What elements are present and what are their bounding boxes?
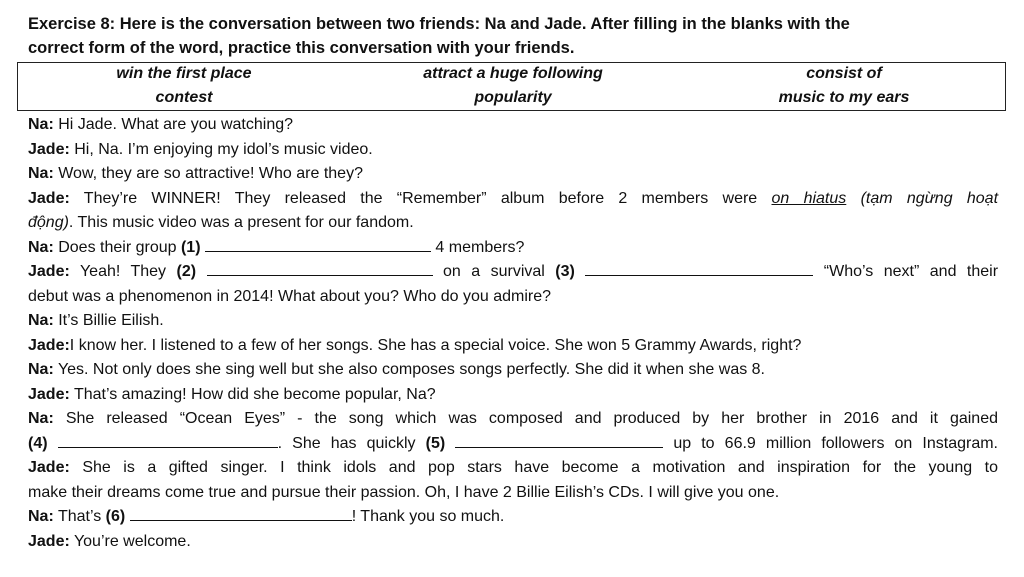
word-option: popularity	[474, 89, 552, 106]
utterance: . This music video was a present for our fandom.	[68, 214, 414, 231]
dialog-line	[28, 309, 998, 334]
dialog-line	[28, 383, 998, 408]
dialog-line	[28, 260, 998, 285]
utterance: Hi Jade. What are you watching?	[53, 116, 294, 133]
utterance: She is a gifted singer. I think idols and pop stars have become a motivation and inspiration for the young to	[69, 459, 998, 476]
speaker-jade: Jade:	[28, 385, 70, 403]
speaker-jade: Jade:	[28, 189, 70, 207]
word-option: music to my ears	[778, 89, 910, 106]
vietnamese-gloss: động)	[28, 214, 69, 231]
utterance: Does their group	[53, 238, 181, 256]
utterance: She released “Ocean Eyes” - the song which was composed and produced by her brother in 2016 and it gained	[53, 410, 998, 427]
utterance: I know her. I listened to a few of her songs. She has a special voice. She won 5 Grammy Awards, right?	[69, 336, 802, 354]
blank-number-2: (2)	[176, 263, 197, 280]
utterance: You’re welcome.	[69, 532, 191, 550]
utterance: That’s amazing! How did she become popular, Na?	[69, 385, 436, 403]
speaker-na: Na:	[28, 361, 54, 378]
word-box	[17, 62, 1006, 111]
word-option: attract a huge following	[423, 65, 603, 82]
blank-1[interactable]	[205, 237, 431, 252]
utterance: 4 members?	[430, 238, 525, 256]
speaker-na: Na:	[28, 508, 54, 525]
utterance: on a survival	[443, 263, 556, 280]
utterance: Yes. Not only does she sing well but she also composes songs perfectly. She did it when she was 8.	[53, 361, 765, 378]
utterance: ! Thank you so much.	[351, 508, 505, 525]
speaker-jade: Jade:	[28, 263, 70, 280]
speaker-jade: Jade:	[28, 532, 70, 550]
dialog-line: debut was a phenomenon in 2014! What about you? Who do you admire?	[28, 287, 552, 305]
speaker-na: Na:	[28, 238, 54, 256]
exercise-title	[28, 12, 1008, 60]
dialog-line	[28, 138, 998, 163]
utterance: Wow, they are so attractive! Who are they?	[53, 165, 363, 182]
blank-number-5: (5)	[425, 434, 446, 452]
utterance: “Who’s next” and their	[823, 263, 999, 280]
blank-3[interactable]	[585, 261, 813, 276]
blank-number-3: (3)	[555, 263, 575, 280]
dialog-line	[28, 530, 998, 555]
speaker-na: Na:	[28, 410, 54, 427]
speaker-na: Na:	[28, 312, 54, 329]
word-option: contest	[155, 89, 213, 106]
dialog-line	[28, 407, 998, 432]
utterance: It’s Billie Eilish.	[53, 312, 164, 329]
blank-number-6: (6)	[105, 508, 126, 525]
blank-2[interactable]	[207, 261, 433, 276]
speaker-jade: Jade:	[28, 140, 70, 158]
conversation	[28, 113, 998, 554]
exercise-title-line2: correct form of the word, practice this conversation with your friends.	[28, 39, 575, 57]
blank-number-4: (4)	[28, 434, 48, 452]
speaker-jade: Jade:	[28, 336, 70, 354]
word-option: consist of	[806, 65, 882, 82]
dialog-line	[28, 505, 998, 530]
blank-number-1: (1)	[180, 238, 201, 256]
dialog-line	[28, 113, 998, 138]
blank-5[interactable]	[455, 433, 663, 448]
dialog-line	[28, 358, 998, 383]
utterance: Yeah! They	[69, 263, 177, 280]
vietnamese-gloss: (tạm ngừng hoạt	[860, 189, 999, 207]
dialog-line: make their dreams come true and pursue their passion. Oh, I have 2 Billie Eilish’s CDs. I will give you one.	[28, 483, 780, 501]
dialog-line	[28, 432, 998, 457]
dialog-line	[28, 187, 998, 212]
dialog-line	[28, 211, 998, 236]
hiatus-term: on hiatus	[771, 189, 847, 207]
blank-6[interactable]	[130, 506, 352, 521]
utterance: Hi, Na. I’m enjoying my idol’s music video.	[69, 140, 373, 158]
utterance: up to 66.9 million followers on Instagram.	[673, 434, 999, 452]
speaker-jade: Jade:	[28, 459, 70, 476]
exercise-title-line1: Exercise 8: Here is the conversation between two friends: Na and Jade. After filling in the blanks with the	[28, 15, 850, 33]
speaker-na: Na:	[28, 165, 54, 182]
dialog-line	[28, 334, 998, 359]
utterance: That’s	[53, 508, 106, 525]
dialog-line	[28, 162, 998, 187]
dialog-line	[28, 236, 998, 261]
utterance: . She has quickly	[277, 434, 426, 452]
blank-4[interactable]	[58, 433, 278, 448]
dialog-line	[28, 456, 998, 481]
word-option: win the first place	[116, 65, 252, 82]
utterance: They’re WINNER! They released the “Remember” album before 2 members were	[69, 189, 758, 207]
speaker-na: Na:	[28, 116, 54, 133]
